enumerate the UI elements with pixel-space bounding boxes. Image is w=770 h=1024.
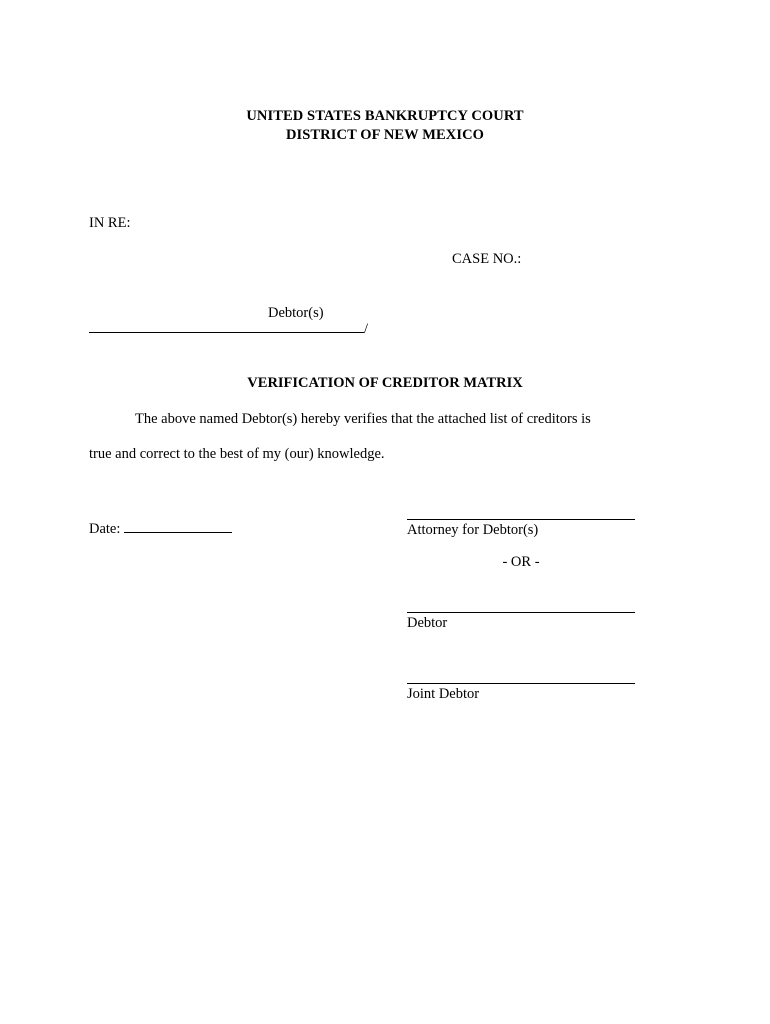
debtor-signature-label: Debtor <box>407 615 448 631</box>
body-paragraph-1: The above named Debtor(s) hereby verifies that the attached list of creditors is <box>135 411 591 427</box>
attorney-signature-line[interactable] <box>407 519 635 520</box>
court-name-line1: UNITED STATES BANKRUPTCY COURT <box>246 108 524 124</box>
caption-underline-row <box>89 318 379 338</box>
date-label: Date: <box>89 521 121 537</box>
case-number-label: CASE NO.: <box>452 251 522 267</box>
caption-rule <box>89 318 364 333</box>
debtor-signature-block <box>407 612 635 632</box>
or-separator: - OR - <box>502 554 540 570</box>
joint-debtor-signature-line[interactable] <box>407 683 635 684</box>
debtors-label: Debtor(s) <box>268 305 324 321</box>
caption-slash: / <box>364 321 369 337</box>
debtor-signature-line[interactable] <box>407 612 635 613</box>
attorney-signature-block <box>407 519 635 539</box>
joint-debtor-signature-block <box>407 683 635 703</box>
attorney-signature-label: Attorney for Debtor(s) <box>407 522 539 538</box>
date-blank-line[interactable] <box>124 519 232 533</box>
date-field-row <box>89 519 232 538</box>
in-re-label: IN RE: <box>89 215 131 231</box>
body-paragraph-2: true and correct to the best of my (our) knowledge. <box>89 446 385 462</box>
court-district-line2: DISTRICT OF NEW MEXICO <box>285 127 485 143</box>
document-title: VERIFICATION OF CREDITOR MATRIX <box>247 375 523 391</box>
joint-debtor-signature-label: Joint Debtor <box>407 686 480 702</box>
